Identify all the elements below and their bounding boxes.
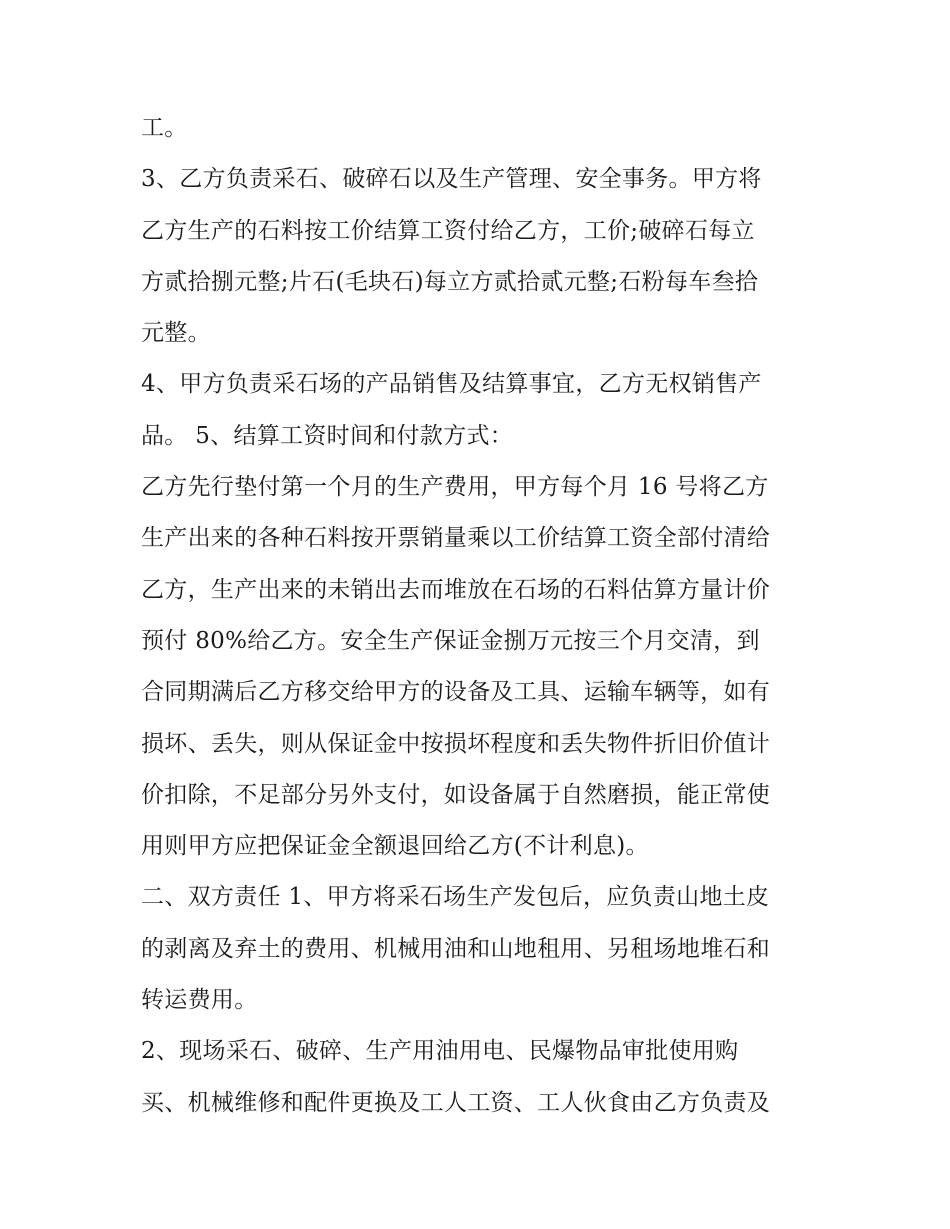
- document-body: [141, 103, 821, 1129]
- text-line-4: 方贰拾捌元整;片石(毛块石)每立方贰拾贰元整;石粉每车叁拾: [141, 268, 759, 295]
- text-line-18: 转运费用。: [141, 987, 258, 1014]
- text-line-20: 买、机械维修和配件更换及工人工资、工人伙食由乙方负责及: [141, 1089, 771, 1116]
- text-line-6: 4、甲方负责采石场的产品销售及结算事宜，乙方无权销售产: [141, 371, 762, 398]
- text-line-15: 用则甲方应把保证金全额退回给乙方(不计利息)。: [141, 833, 649, 860]
- text-line-5: 元整。: [141, 320, 211, 347]
- text-line-10: 乙方，生产出来的未销出去而堆放在石场的石料估算方量计价: [141, 576, 771, 603]
- text-line-11: 预付 80%给乙方。安全生产保证金捌万元按三个月交清，到: [141, 627, 760, 654]
- text-line-12: 合同期满后乙方移交给甲方的设备及工具、运输车辆等，如有: [141, 679, 771, 706]
- text-line-13: 损坏、丢失，则从保证金中按损坏程度和丢失物件折旧价值计: [141, 730, 771, 757]
- text-line-8: 乙方先行垫付第一个月的生产费用，甲方每个月 16 号将乙方: [141, 474, 769, 501]
- text-line-9: 生产出来的各种石料按开票销量乘以工价结算工资全部付清给: [141, 525, 771, 552]
- text-line-16: 二、双方责任 1、甲方将采石场生产发包后，应负责山地土皮: [141, 884, 770, 911]
- text-line-3: 乙方生产的石料按工价结算工资付给乙方，工价;破碎石每立: [141, 217, 755, 244]
- text-line-19: 2、现场采石、破碎、生产用油用电、民爆物品审批使用购: [141, 1038, 739, 1065]
- text-line-14: 价扣除，不足部分另外支付，如设备属于自然磨损，能正常使: [141, 781, 771, 808]
- text-line-2: 3、乙方负责采石、破碎石以及生产管理、安全事务。甲方将: [141, 166, 762, 193]
- text-line-17: 的剥离及弃土的费用、机械用油和山地租用、另租场地堆石和: [141, 935, 771, 962]
- text-line-7: 品。 5、结算工资时间和付款方式：: [141, 422, 514, 449]
- text-line-1: 工。: [141, 115, 188, 141]
